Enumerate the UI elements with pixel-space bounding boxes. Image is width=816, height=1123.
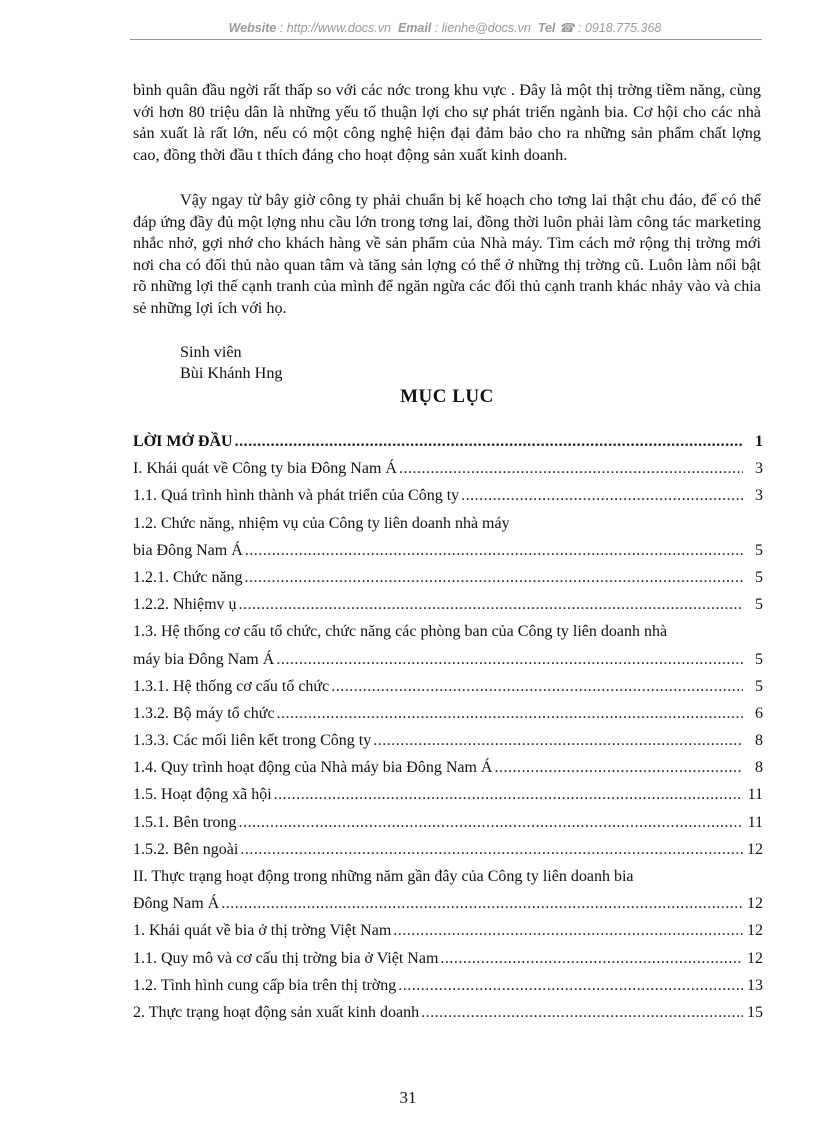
toc-page-number: 11 bbox=[747, 813, 763, 831]
toc-entry-title: 1.3.3. Các mối liên kết trong Công ty bbox=[133, 732, 372, 750]
toc-entry[interactable] bbox=[133, 814, 763, 841]
website-label: Website bbox=[228, 21, 277, 35]
toc-page-number: 12 bbox=[747, 949, 763, 967]
toc-page-number: 5 bbox=[755, 677, 763, 695]
toc-dot-leader bbox=[245, 569, 743, 587]
signature-name: Bùi Khánh Hng bbox=[180, 364, 283, 382]
toc-page-number: 11 bbox=[747, 786, 763, 804]
toc-page-number: 5 bbox=[755, 596, 763, 614]
toc-entry-title[interactable]: 1.2. Chức năng, nhiệm vụ của Công ty liên doanh nhà máy bbox=[133, 514, 510, 532]
toc-entry[interactable] bbox=[133, 678, 763, 705]
toc-entry-title: bia Đông Nam Á bbox=[133, 541, 243, 559]
toc-dot-leader bbox=[393, 922, 743, 940]
toc-entry[interactable] bbox=[133, 786, 763, 813]
toc-dot-leader bbox=[240, 841, 743, 859]
toc-entry[interactable] bbox=[133, 705, 763, 732]
toc-entry[interactable] bbox=[133, 433, 763, 460]
toc-page-number: 12 bbox=[747, 895, 763, 913]
page-header bbox=[130, 20, 760, 35]
toc-dot-leader bbox=[399, 460, 743, 478]
toc-dot-leader bbox=[221, 895, 743, 913]
toc-title: MỤC LỤC bbox=[400, 386, 494, 407]
toc-entry-title: 1.2.2. Nhiệmv ụ bbox=[133, 596, 237, 614]
toc-entry-title[interactable]: 1.3. Hệ thống cơ cấu tổ chức, chức năng các phòng ban của Công ty liên doanh nhà bbox=[133, 623, 668, 641]
tel-number: ☎ : 0918.775.368 bbox=[558, 21, 662, 35]
toc-entry-title: 1. Khái quát về bia ở thị trờng Việt Nam bbox=[133, 922, 392, 940]
toc-entry[interactable] bbox=[133, 922, 763, 949]
toc-entry[interactable] bbox=[133, 895, 763, 922]
toc-page-number: 12 bbox=[747, 840, 763, 858]
toc-dot-leader bbox=[421, 1004, 743, 1022]
toc-entry-title: 1.2. Tình hình cung cấp bia trên thị trờng bbox=[133, 976, 397, 994]
toc-entry[interactable] bbox=[133, 596, 763, 623]
toc-page-number: 12 bbox=[747, 922, 763, 940]
email-label: Email bbox=[397, 21, 432, 35]
toc-entry[interactable] bbox=[133, 977, 763, 1004]
toc-page-number: 8 bbox=[755, 759, 763, 777]
toc-page-number: 5 bbox=[755, 541, 763, 559]
website-url[interactable]: : http://www.docs.vn bbox=[279, 21, 391, 35]
toc-dot-leader bbox=[245, 542, 743, 560]
toc-entry[interactable] bbox=[133, 460, 763, 487]
toc-entry-title: 2. Thực trạng hoạt động sản xuất kinh doanh bbox=[133, 1003, 420, 1021]
toc-dot-leader bbox=[239, 814, 743, 832]
toc-entry-title: Đông Nam Á bbox=[133, 895, 220, 913]
signature-role: Sinh viên bbox=[180, 343, 242, 361]
toc-entry-title: 1.3.2. Bộ máy tổ chức bbox=[133, 704, 275, 722]
toc-entry[interactable] bbox=[133, 651, 763, 678]
toc-entry[interactable] bbox=[133, 487, 763, 514]
page-number: 31 bbox=[399, 1088, 417, 1107]
toc-entry[interactable] bbox=[133, 841, 763, 868]
toc-entry[interactable] bbox=[133, 759, 763, 786]
toc-entry-title: 1.1. Quy mô và cơ cấu thị trờng bia ở Việt Nam bbox=[133, 949, 439, 967]
toc-entry-title: 1.5.1. Bên trong bbox=[133, 813, 237, 831]
toc-entry-title: 1.5.2. Bên ngoài bbox=[133, 840, 239, 858]
table-of-contents bbox=[133, 433, 763, 1031]
toc-entry-title[interactable]: II. Thực trạng hoạt động trong những năm gần đây của Công ty liên doanh bia bbox=[133, 868, 634, 885]
toc-dot-leader bbox=[440, 950, 743, 968]
body-paragraph-2: Vậy ngay từ bây giờ công ty phải chuẩn bị kế hoạch cho tơng lai thật chu đáo, để có thể đáp ứng đầy đủ một lợng nhu cầu lớn trong tơng lai, đồng thời luôn phải làm công tác marketing nhắc nhở, gợi nhớ cho khách hàng về sản phẩm của Nhà máy. Tìm cách mở rộng thị trờng mới nơi cha có đối thủ nào quan tâm và tăng sản lợng có thể ở những thị trờng cũ. Luôn làm nổi bật rõ những lợi thế cạnh tranh của mình để ngăn ngừa các đối thủ cạnh tranh khác nhảy vào và chia sẻ những lợi ích với họ. bbox=[133, 191, 761, 317]
toc-page-number: 1 bbox=[755, 433, 763, 450]
toc-page-number: 5 bbox=[755, 568, 763, 586]
toc-page-number: 6 bbox=[755, 704, 763, 722]
toc-dot-leader bbox=[461, 487, 743, 505]
toc-entry-title: 1.1. Quá trình hình thành và phát triển của Công ty bbox=[133, 487, 460, 505]
toc-entry-title: 1.4. Quy trình hoạt động của Nhà máy bia Đông Nam Á bbox=[133, 759, 493, 777]
toc-entry-title: 1.3.1. Hệ thống cơ cấu tổ chức bbox=[133, 677, 330, 695]
toc-entry-title: 1.5. Hoạt động xã hội bbox=[133, 786, 272, 804]
toc-dot-leader bbox=[373, 732, 743, 750]
toc-page-number: 15 bbox=[747, 1003, 763, 1021]
toc-dot-leader bbox=[276, 651, 743, 669]
toc-page-number: 8 bbox=[755, 732, 763, 750]
toc-entry-title: LỜI MỞ ĐẦU bbox=[133, 433, 233, 450]
toc-dot-leader bbox=[331, 678, 743, 696]
header-divider bbox=[130, 39, 762, 40]
email-address[interactable]: : lienhe@docs.vn bbox=[434, 21, 531, 35]
toc-entry[interactable] bbox=[133, 569, 763, 596]
toc-dot-leader bbox=[239, 596, 743, 614]
toc-page-number: 3 bbox=[755, 487, 763, 505]
tel-label: Tel bbox=[537, 21, 556, 35]
toc-entry[interactable] bbox=[133, 542, 763, 569]
toc-entry[interactable] bbox=[133, 950, 763, 977]
toc-page-number: 13 bbox=[747, 976, 763, 994]
toc-dot-leader bbox=[277, 705, 743, 723]
toc-entry[interactable] bbox=[133, 1004, 763, 1031]
toc-entry-title: 1.2.1. Chức năng bbox=[133, 568, 243, 586]
toc-dot-leader bbox=[398, 977, 743, 995]
toc-entry[interactable] bbox=[133, 732, 763, 759]
toc-page-number: 5 bbox=[755, 650, 763, 668]
toc-entry-title: I. Khái quát về Công ty bia Đông Nam Á bbox=[133, 460, 397, 478]
body-paragraph-1: bình quân đầu ngời rất thấp so với các nớc trong khu vực . Đây là một thị trờng tiềm năng, cùng với hơn 80 triệu dân là những yếu tố thuận lợi cho sự phát triển ngành bia. Cơ hội cho các nhà sản xuất là rất lớn, nếu có một công nghệ hiện đại đảm bảo cho ra những sản phẩm chất lợng cao, đồng thời đầu t thích đáng cho hoạt động sản xuất kinh doanh. bbox=[133, 81, 761, 164]
toc-entry-title: máy bia Đông Nam Á bbox=[133, 650, 275, 668]
toc-page-number: 3 bbox=[755, 460, 763, 478]
toc-dot-leader bbox=[494, 759, 743, 777]
toc-dot-leader bbox=[274, 786, 743, 804]
toc-dot-leader bbox=[235, 433, 743, 451]
